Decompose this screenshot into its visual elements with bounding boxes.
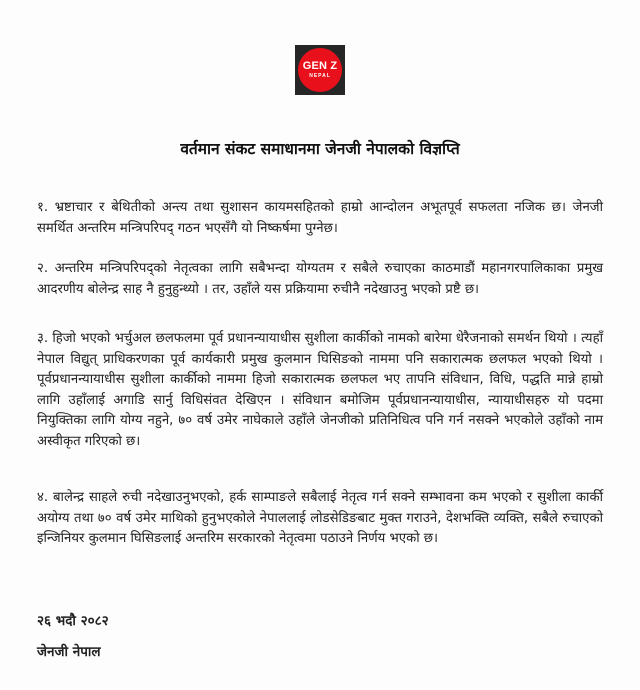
document-title: वर्तमान संकट समाधानमा जेनजी नेपालको विज्ञप्ति bbox=[180, 140, 460, 158]
genz-nepal-logo bbox=[295, 45, 345, 95]
document-signature: जेनजी नेपाल bbox=[37, 644, 101, 660]
paragraph-2: २. अन्तरिम मन्त्रिपरिपद्को नेतृत्वका लागि सबैभन्दा योग्यतम र सबैले रुचाएका काठमाडौं महानगरपालिकाका प्रमुख आदरणीय बोलेन्द्र साह नै हुनुहुन्थ्यो । तर, उहाँले यस प्रक्रियामा रुचीनै नदेखाउनु भएको प्रष्टै छ। bbox=[37, 261, 603, 297]
logo-main-text: GEN Z bbox=[302, 60, 338, 72]
document-date: २६ भदौ २०८२ bbox=[37, 613, 109, 629]
paragraph-4: ४. बालेन्द्र साहले रुची नदेखाउनुभएको, हर्क साम्पाङले सबैलाई नेतृत्व गर्न सक्ने सम्भावना कम भएको र सुशीला कार्की अयोग्य तथा ७० वर्ष उमेर माथिको हुनुभएकोले नेपाललाई लोडसेडिङबाट मुक्त गराउने, देशभक्ति व्यक्ति, सबैले रुचाएको इन्जिनियर कुलमान घिसिङलाई अन्तरिम सरकारको नेतृत्वमा पठाउने निर्णय भएको छ। bbox=[37, 490, 603, 546]
paragraph-1: १. भ्रष्टाचार र बेथितीको अन्त्य तथा सुशासन कायमसहितको हाम्रो आन्दोलन अभूतपूर्व सफलता नजिक छ। जेनजी समर्थित अन्तरिम मन्त्रिपरिपद् गठन भएसँगै यो निष्कर्षमा पुग्नेछ। bbox=[37, 200, 603, 236]
logo-red-circle bbox=[298, 48, 342, 92]
paragraph-3: ३. हिजो भएको भर्चुअल छलफलमा पूर्व प्रधानन्यायाधीस सुशीला कार्कीको नामको बारेमा धेरैजनाको समर्थन थियो । त्यहाँ नेपाल विद्युत् प्राधिकरणका पूर्व कार्यकारी प्रमुख कुलमान घिसिङको नाममा पनि सकारात्मक छलफल भएको थियो । पूर्वप्रधानन्यायाधीस सुशीला कार्कीको नाममा हिजो सकारात्मक छलफल भए तापनि संविधान, विधि, पद्धति मान्ने हाम्रो लागि उहाँलाई अगाडि सार्नु विधिसंवत देखिएन । संविधान बमोजिम पूर्वप्रधानन्यायाधीस, न्यायाधीसहरु यो पदमा नियुक्तिका लागि योग्य नहुने, ७० वर्ष उमेर नाघेकाले उहाँले जेनजीको प्रतिनिधित्व पनि गर्न नसक्ने भएकोले उहाँको नाम अस्वीकृत गरिएको छ। bbox=[37, 331, 603, 449]
logo-sub-text: NEPAL bbox=[309, 73, 331, 79]
